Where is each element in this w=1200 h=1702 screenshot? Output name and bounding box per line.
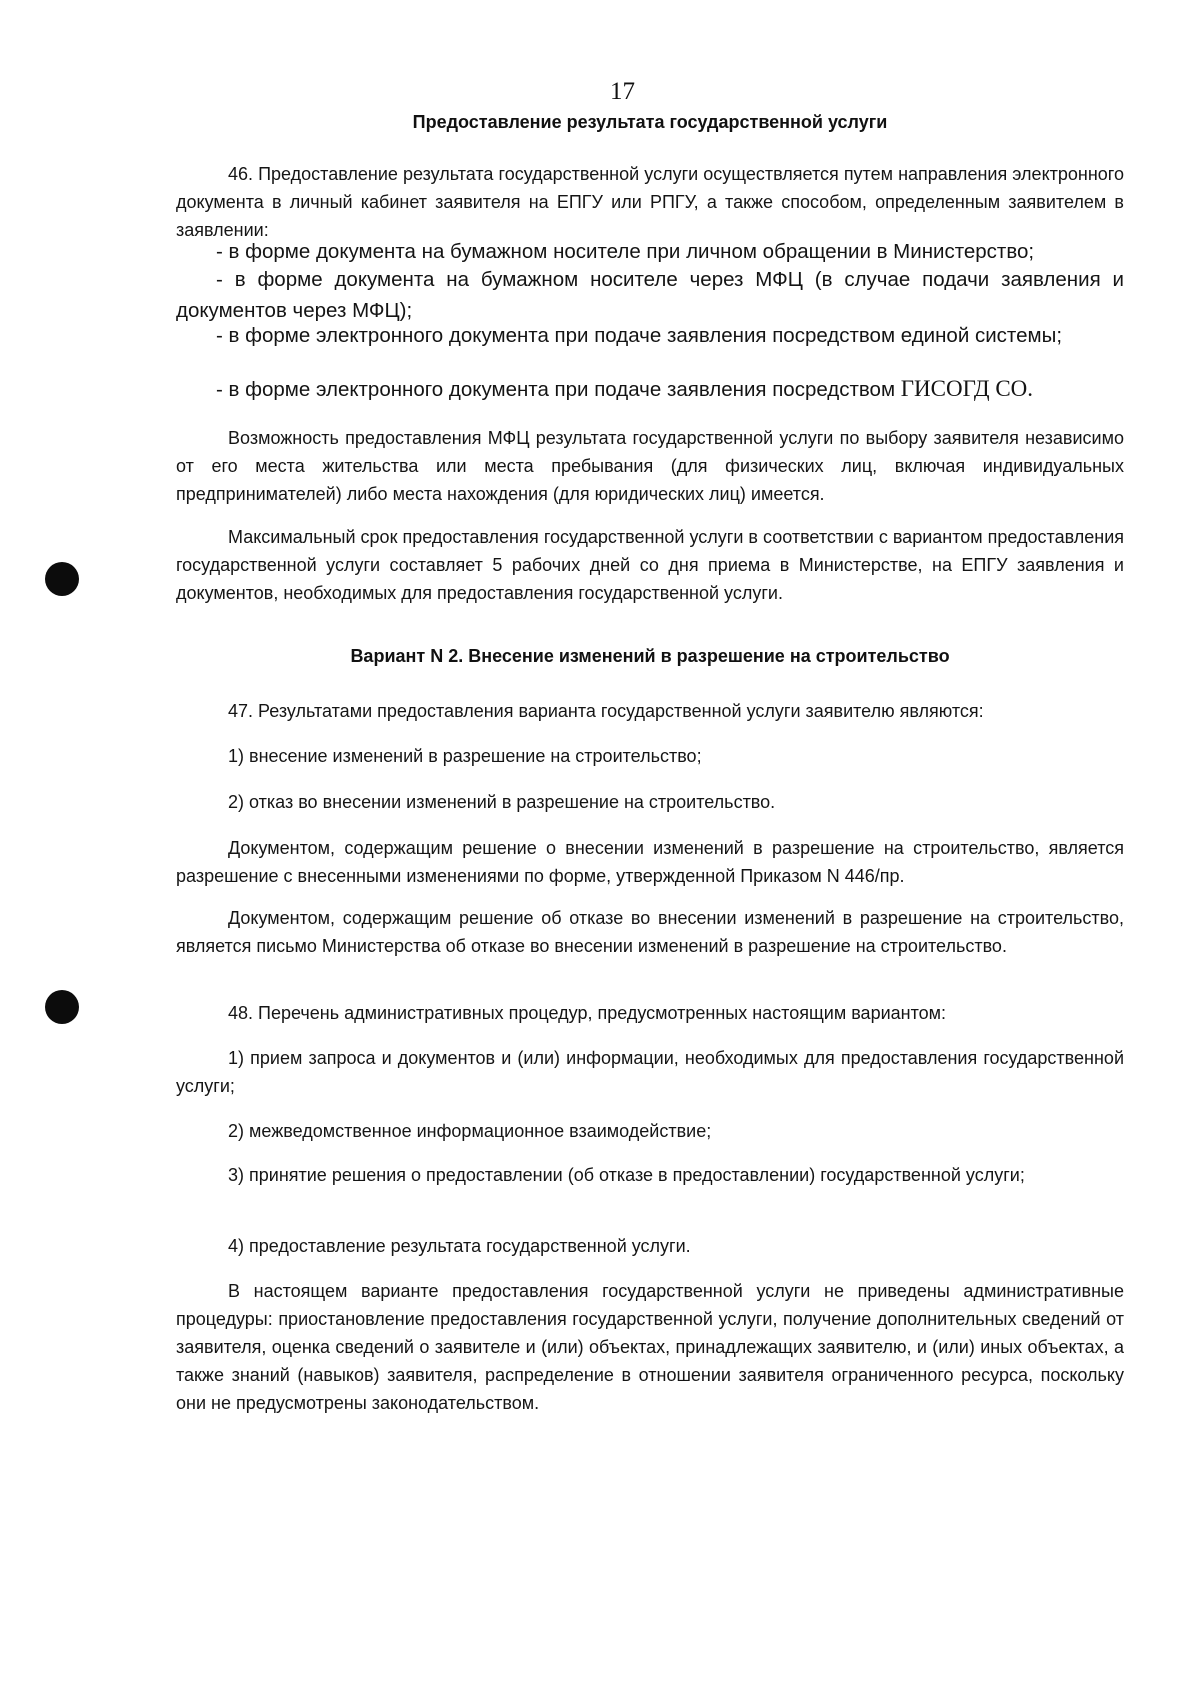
- list-item-gisogd-system: ГИСОГД СО.: [900, 376, 1034, 401]
- section-heading-variant-2: Вариант N 2. Внесение изменений в разрешение на строительство: [350, 646, 950, 666]
- procedure-item-4: 4) предоставление результата государственной услуги.: [228, 1236, 691, 1256]
- paragraph-max-term: Максимальный срок предоставления государственной услуги в соответствии с вариантом предоставления государственной услуги составляет 5 рабочих дней со дня приема в Министерстве, на ЕПГУ заявления и документов, необходимых для предоставления государственной услуги.: [176, 527, 1124, 603]
- list-item-paper-ministry: - в форме документа на бумажном носителе при личном обращении в Министерство;: [216, 240, 1035, 263]
- list-item-gisogd-text: - в форме электронного документа при подаче заявления посредством: [216, 378, 901, 401]
- paragraph-document-refusal: Документом, содержащим решение об отказе во внесении изменений в разрешение на строительство, является письмо Министерства об отказе во внесении изменений в разрешение на строительство.: [176, 908, 1124, 956]
- procedure-item-3: 3) принятие решения о предоставлении (об отказе в предоставлении) государственной услуги;: [228, 1165, 1025, 1185]
- page-number: 17: [610, 78, 635, 105]
- paragraph-procedures-not-provided: В настоящем варианте предоставления государственной услуги не приведены административные процедуры: приостановление предоставления государственной услуги, получение дополнительных сведений от заявителя, оценка сведений о заявителе и (или) объектах, принадлежащих заявителю, и (или) иных объектах, а также знаний (навыков) заявителя, распределение в отношении заявителя ограниченного ресурса, поскольку они не предусмотрены законодательством.: [176, 1281, 1124, 1413]
- list-item-electronic-unified: - в форме электронного документа при подаче заявления посредством единой системы;: [216, 324, 1063, 347]
- paragraph-48: 48. Перечень административных процедур, предусмотренных настоящим вариантом:: [228, 1003, 947, 1023]
- result-item-1: 1) внесение изменений в разрешение на строительство;: [228, 746, 702, 766]
- paragraph-document-changes: Документом, содержащим решение о внесении изменений в разрешение на строительство, является разрешение с внесенными изменениями по форме, утвержденной Приказом N 446/пр.: [176, 838, 1124, 886]
- paragraph-mfc-possibility: Возможность предоставления МФЦ результата государственной услуги по выбору заявителя независимо от его места жительства или места пребывания (для физических лиц, включая индивидуальных предпринимателей) либо места нахождения (для юридических лиц) имеется.: [176, 428, 1124, 504]
- list-item-paper-mfc: - в форме документа на бумажном носителе через МФЦ (в случае подачи заявления и документов через МФЦ);: [176, 268, 1124, 322]
- punch-hole-bottom: [45, 990, 79, 1024]
- procedure-item-2: 2) межведомственное информационное взаимодействие;: [228, 1121, 712, 1141]
- procedure-item-1: 1) прием запроса и документов и (или) информации, необходимых для предоставления государственной услуги;: [176, 1048, 1124, 1096]
- punch-hole-top: [45, 562, 79, 596]
- section-heading-result: Предоставление результата государственной услуги: [412, 112, 888, 132]
- paragraph-46: 46. Предоставление результата государственной услуги осуществляется путем направления электронного документа в личный кабинет заявителя на ЕПГУ или РПГУ, а также способом, определенным заявителем в заявлении:: [176, 164, 1124, 240]
- result-item-2: 2) отказ во внесении изменений в разрешение на строительство.: [228, 792, 776, 812]
- paragraph-47: 47. Результатами предоставления варианта государственной услуги заявителю являются:: [228, 701, 984, 721]
- list-item-electronic-gisogd: [176, 373, 1124, 405]
